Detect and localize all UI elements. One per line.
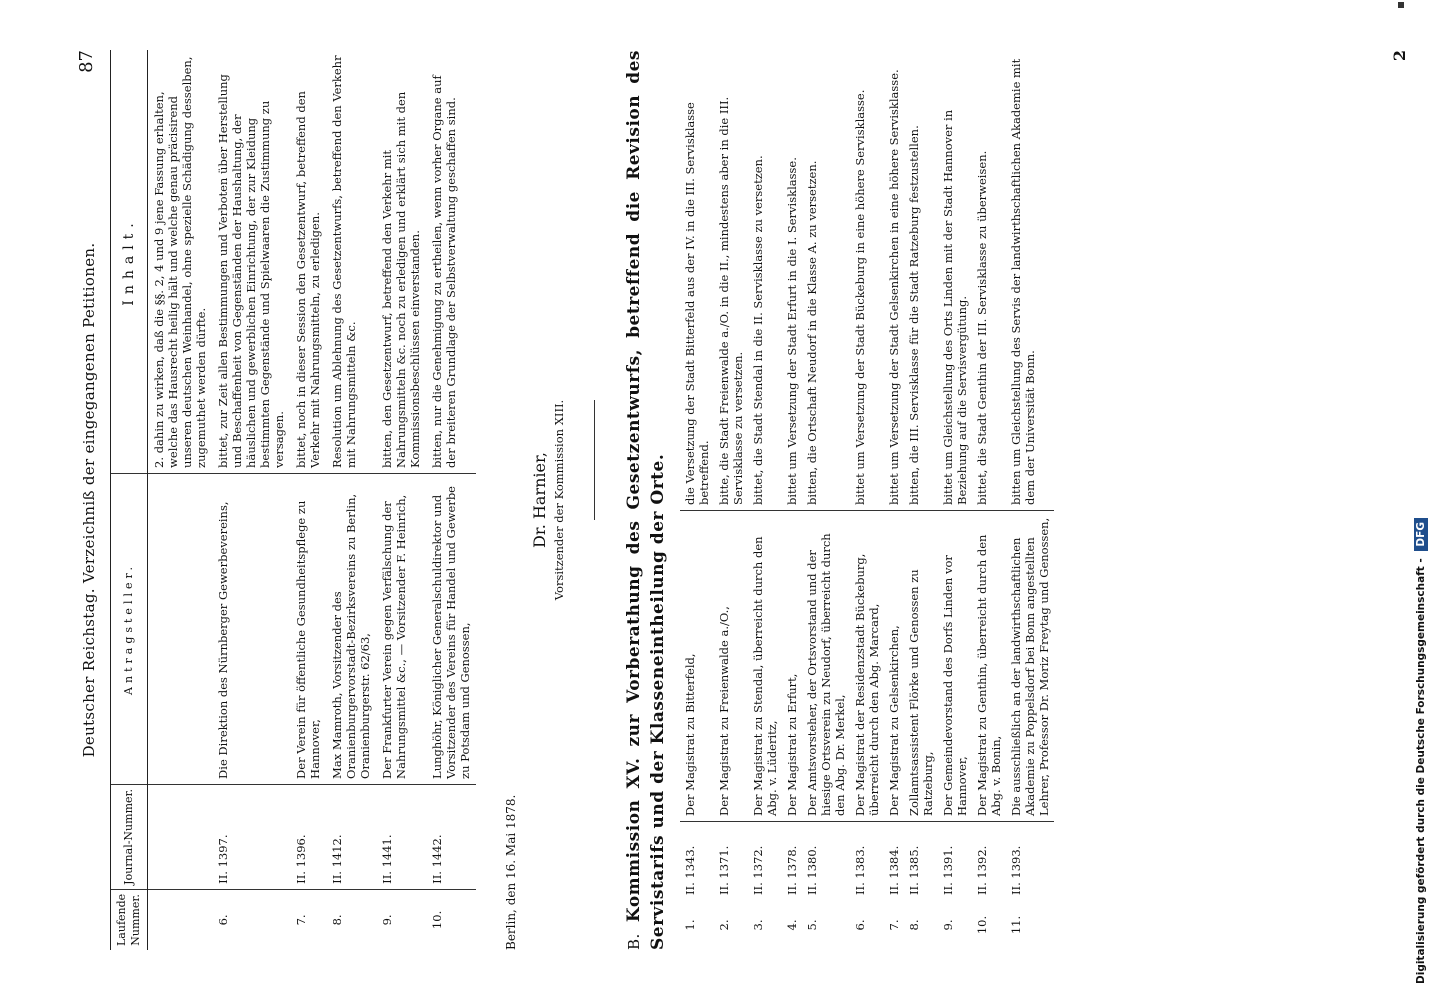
table-row bbox=[748, 50, 782, 950]
cell-inhalt: bittet um Versetzung der Stadt Gelsenkirchen in eine höhere Servisklasse. bbox=[887, 69, 901, 505]
cell-journal: II. 1371. bbox=[714, 822, 748, 901]
cell-antragsteller: Der Magistrat zu Genthin, überreicht durch den Abg. v. Bonin, bbox=[972, 511, 1006, 822]
divider bbox=[594, 400, 595, 520]
signature-date: Berlin, den 16. Mai 1878. bbox=[504, 794, 518, 950]
cell-laufende: 10. bbox=[426, 889, 476, 950]
table-row bbox=[290, 50, 326, 950]
scanned-page bbox=[30, 0, 1430, 1000]
page-number: 87 bbox=[76, 50, 97, 73]
cell-inhalt: bittet, die Stadt Stendal in die II. Servisklasse zu versetzen. bbox=[751, 155, 765, 505]
cell-inhalt: bittet, noch in dieser Session den Gesetzentwurf, betreffend den Verkehr mit Nahrungsmitteln, zu erledigen. bbox=[294, 91, 322, 468]
cell-laufende: 8. bbox=[907, 919, 921, 931]
cell-antragsteller: Der Magistrat der Residenzstadt Bückeburg, überreicht durch den Abg. Marcard, bbox=[850, 511, 884, 822]
cell-journal: II. 1397. bbox=[212, 784, 290, 889]
cell-inhalt: bitten, die Ortschaft Neudorf in die Klasse A. zu versetzen. bbox=[805, 160, 819, 505]
table-row bbox=[1006, 50, 1054, 950]
cell-laufende: 5. bbox=[805, 919, 819, 931]
cell-inhalt: bittet um Versetzung der Stadt Bückeburg in eine höhere Servisklasse. bbox=[853, 89, 867, 505]
col-header-antragsteller: Antragsteller. bbox=[111, 473, 148, 784]
cell-antragsteller: Der Amtsvorsteher, der Ortsvorstand und der hiesige Ortsverein zu Neudorf, überreicht durch den Abg. Dr. Merkel, bbox=[802, 511, 850, 822]
col-header-laufende: Laufende Nummer. bbox=[111, 889, 148, 950]
section-b-label: B. bbox=[625, 933, 643, 950]
table-header-row bbox=[111, 50, 148, 950]
cell-inhalt: Resolution um Ablehnung des Gesetzentwurfs, betreffend den Verkehr mit Nahrungsmitteln &c. bbox=[330, 55, 358, 468]
cell-inhalt: die Versetzung der Stadt Bitterfeld aus der IV. in die III. Servisklasse betreffend. bbox=[683, 102, 711, 505]
cell-laufende: 7. bbox=[887, 919, 901, 931]
signature-name: Dr. Harnier, bbox=[530, 452, 549, 548]
table-row bbox=[782, 50, 802, 950]
table-row bbox=[376, 50, 426, 950]
cell-laufende: 6. bbox=[212, 889, 290, 950]
cell-laufende: 9. bbox=[376, 889, 426, 950]
cell-journal: II. 1378. bbox=[782, 822, 802, 901]
table-row bbox=[326, 50, 376, 950]
cell-laufende: 8. bbox=[326, 889, 376, 950]
cell-journal: II. 1396. bbox=[290, 784, 326, 889]
cell-journal bbox=[148, 784, 213, 889]
cell-antragsteller: Der Verein für öffentliche Gesundheitspflege zu Hannover, bbox=[290, 473, 326, 784]
page-header bbox=[70, 50, 111, 950]
table-row bbox=[426, 50, 476, 950]
table-row bbox=[714, 50, 748, 950]
cell-antragsteller: Max Mamroth, Vorsitzender des Oranienburgervorstadt-Bezirksvereins zu Berlin, Oranienburgerstr. 62/63, bbox=[326, 473, 376, 784]
cell-inhalt: bitten um Gleichstellung des Servis der landwirthschaftlichen Akademie mit dem der Universität Bonn. bbox=[1009, 58, 1037, 505]
cell-journal: II. 1392. bbox=[972, 822, 1006, 901]
cell-inhalt: bitten, nur die Genehmigung zu ertheilen, wenn vorher Organe auf der breiteren Grundlage der Selbstverwaltung geschaffen sind. bbox=[430, 75, 458, 468]
col-header-inhalt: Inhalt. bbox=[111, 50, 148, 473]
table-row bbox=[972, 50, 1006, 950]
cell-laufende: 6. bbox=[853, 919, 867, 931]
signature-role: Vorsitzender der Kommission XIII. bbox=[552, 399, 566, 601]
page-title: Deutscher Reichstag. Verzeichniß der eingegangenen Petitionen. bbox=[80, 242, 98, 758]
cell-inhalt: 2. dahin zu wirken, daß die §§. 2, 4 und 9 jene Fassung erhalten, welche das Hausrecht heilig hält und welche genau präcisirend unseren deutschen Weinhandel, ohne spezielle Schädigung desselben, zugemuthet werden dürfte. bbox=[152, 56, 208, 468]
cell-inhalt: bittet, zur Zeit allen Bestimmungen und Verboten über Herstellung und Beschaffenheit von Gegenständen der Haushaltung, der häuslichen und gewerblichen Einrichtung, der zur Kleidung bestimmten Gegenstände und Spielwaaren die Zustimmung zu versagen. bbox=[216, 74, 286, 468]
table-row bbox=[904, 50, 938, 950]
cell-journal: II. 1442. bbox=[426, 784, 476, 889]
cell-journal: II. 1391. bbox=[938, 822, 972, 901]
petitions-table bbox=[111, 50, 476, 950]
cell-laufende: 7. bbox=[290, 889, 326, 950]
cell-journal: II. 1412. bbox=[326, 784, 376, 889]
cell-journal: II. 1393. bbox=[1006, 822, 1054, 901]
cell-antragsteller: Die Direktion des Nürnberger Gewerbevereins, bbox=[212, 473, 290, 784]
margin-note-text: Digitalisierung gefördert durch die Deutsche Forschungsgemeinschaft - bbox=[1415, 558, 1427, 984]
section-b-title: Kommission XV. zur Vorberathung des Gesetzentwurfs, betreffend die Revision des Servistarifs und der Klasseneintheilung der Orte. bbox=[624, 49, 668, 950]
cell-journal: II. 1384. bbox=[884, 822, 904, 901]
table-row bbox=[802, 50, 850, 950]
cell-antragsteller: Der Magistrat zu Gelsenkirchen, bbox=[884, 511, 904, 822]
table-row bbox=[850, 50, 884, 950]
cell-journal: II. 1372. bbox=[748, 822, 782, 901]
cell-inhalt: bitte, die Stadt Freienwalde a./O. in die II., mindestens aber in die III. Servisklasse zu versetzen. bbox=[717, 96, 745, 505]
cell-antragsteller: Der Gemeindevorstand des Dorfs Linden vor Hannover, bbox=[938, 511, 972, 822]
margin-note bbox=[1410, 0, 1432, 1000]
cell-inhalt: bittet um Versetzung der Stadt Erfurt in die I. Servisklasse. bbox=[785, 157, 799, 505]
cell-journal: II. 1385. bbox=[904, 822, 938, 901]
cell-journal: II. 1383. bbox=[850, 822, 884, 901]
cell-laufende: 10. bbox=[975, 915, 989, 935]
table-row bbox=[680, 50, 714, 950]
table-row bbox=[148, 50, 213, 950]
servis-petitions-table bbox=[680, 50, 1054, 950]
cell-laufende: 3. bbox=[751, 919, 765, 931]
col-header-journal: Journal-Nummer. bbox=[111, 784, 148, 889]
table-row bbox=[884, 50, 904, 950]
cell-laufende: 2. bbox=[717, 919, 731, 931]
cell-antragsteller: Der Magistrat zu Bitterfeld, bbox=[680, 511, 714, 822]
cell-laufende: 9. bbox=[941, 919, 955, 931]
cell-antragsteller: Der Magistrat zu Freienwalde a./O., bbox=[714, 511, 748, 822]
table-row bbox=[212, 50, 290, 950]
dfg-logo: DFG bbox=[1414, 518, 1428, 551]
cell-inhalt: bittet, die Stadt Genthin der III. Servisklasse zu überweisen. bbox=[975, 150, 989, 505]
page-signature-mark: 2 bbox=[1390, 50, 1409, 62]
cell-journal: II. 1380. bbox=[802, 822, 850, 901]
cell-inhalt: bitten, den Gesetzentwurf, betreffend den Verkehr mit Nahrungsmitteln &c. noch zu erledigen und erklärt sich mit den Kommissionsbeschlüssen einverstanden. bbox=[380, 91, 422, 468]
cell-laufende: 1. bbox=[683, 919, 697, 931]
section-b-heading bbox=[622, 50, 670, 950]
cell-antragsteller: Der Magistrat zu Stendal, überreicht durch den Abg. v. Lüderitz, bbox=[748, 511, 782, 822]
cell-journal: II. 1441. bbox=[376, 784, 426, 889]
cell-antragsteller bbox=[148, 473, 213, 784]
cell-laufende bbox=[148, 889, 213, 950]
cell-journal: II. 1343. bbox=[680, 822, 714, 901]
cell-antragsteller: Der Magistrat zu Erfurt, bbox=[782, 511, 802, 822]
cell-inhalt: bitten, die III. Servisklasse für die Stadt Ratzeburg festzustellen. bbox=[907, 125, 921, 505]
corner-mark bbox=[1398, 2, 1404, 8]
cell-antragsteller: Lunghöhr, Königlicher Generalschuldirektor und Vorsitzender des Vereins für Handel und Gewerbe zu Potsdam und Genossen, bbox=[426, 473, 476, 784]
cell-inhalt: bittet um Gleichstellung des Orts Linden mit der Stadt Hannover in Beziehung auf die Servisvergütung. bbox=[941, 109, 969, 505]
cell-antragsteller: Der Frankfurter Verein gegen Verfälschung der Nahrungsmittel &c., — Vorsitzender F. Heinrich, bbox=[376, 473, 426, 784]
margin-strip bbox=[1410, 0, 1432, 1000]
cell-antragsteller: Die ausschließlich an der landwirthschaftlichen Akademie zu Poppelsdorf bei Bonn angestellten Lehrer, Professor Dr. Moriz Freytag und Genossen, bbox=[1006, 511, 1054, 822]
table-row bbox=[938, 50, 972, 950]
cell-laufende: 4. bbox=[785, 919, 799, 931]
cell-laufende: 11. bbox=[1009, 915, 1023, 935]
signature-block bbox=[494, 50, 612, 950]
cell-antragsteller: Zollamtsassistent Flörke und Genossen zu Ratzeburg, bbox=[904, 511, 938, 822]
